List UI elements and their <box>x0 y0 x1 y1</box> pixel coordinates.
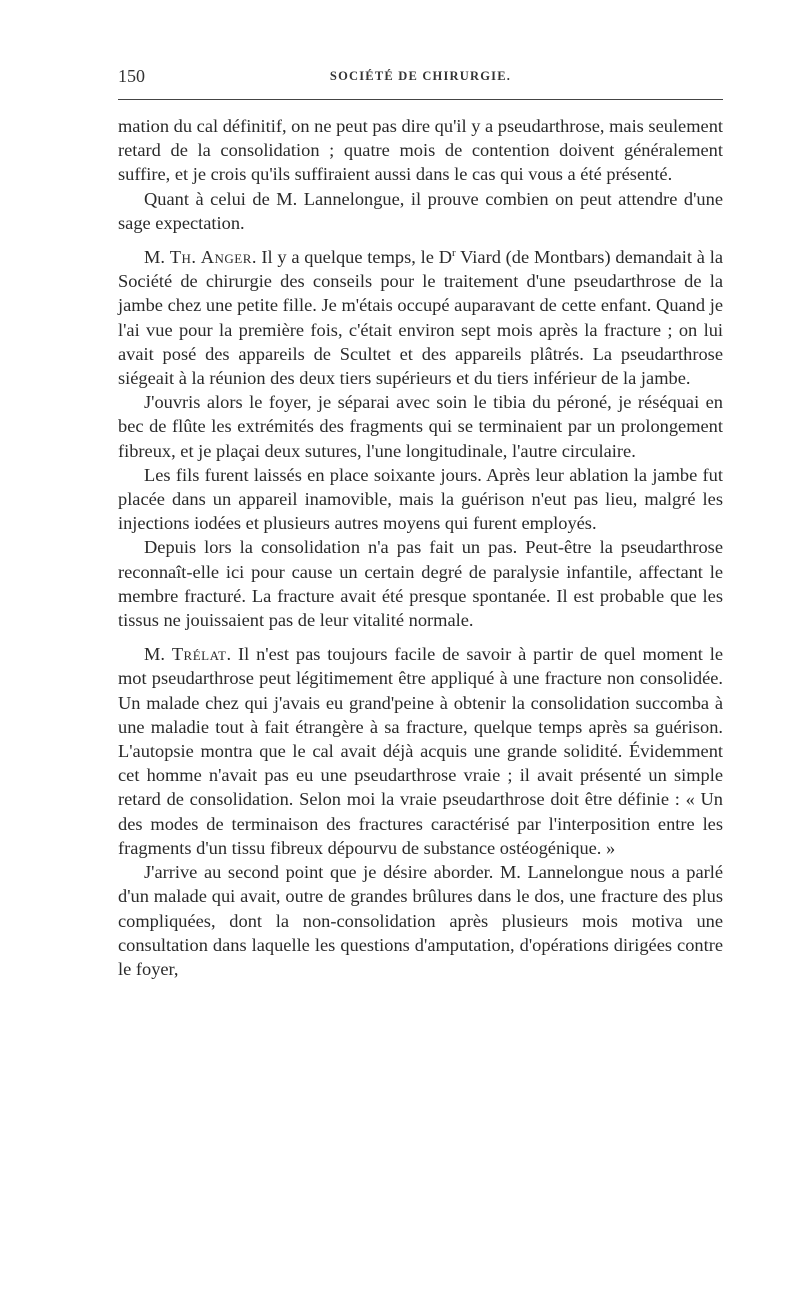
paragraph-4: J'ouvris alors le foyer, je séparai avec soin le tibia du péroné, je réséquai en bec de flûte les extrémités des fragments qui se terminaient par un prolongement fibreux, et je plaçai deux sutures, l'une longitudinale, l'autre circulaire. <box>118 392 723 461</box>
paragraph-8: J'arrive au second point que je désire aborder. M. Lannelongue nous a parlé d'un malade qui avait, outre de grandes brûlures dans le dos, une fracture des plus compliquées, dont la non-consolidation après plusieurs mois motiva une consultation dans laquelle les questions d'amputation, d'opérations dirigées contre le foyer, <box>118 862 723 979</box>
speaker-prefix: M. <box>144 644 172 665</box>
speaker-name-trelat: Trélat <box>171 644 227 665</box>
superscript-r: r <box>451 246 456 259</box>
paragraph-6: Depuis lors la consolidation n'a pas fait un pas. Peut-être la pseudarthrose reconnaît-elle ici pour cause un certain degré de paralysie infantile, affectant le membre fracturé. La fracture avait été presque spontanée. Il est probable que les tissus ne jouissaient pas de leur vitalité normale. <box>118 537 723 631</box>
paragraph-anger: M. Th. Anger. Il y a quelque temps, le $D^r$ Viard (de Montbars) demandait à la Société de chirurgie des conseils pour le traitement d'une pseudarthrose de la jambe chez une petite fille. Je m'étais occupé auparavant de cette enfant. Quand je l'ai vue pour la première fois, c'était environ sept mois après la fracture ; on lui avait posé des appareils de Scultet et des appareils plâtrés. La pseudarthrose siégeait à la réunion des deux tiers supérieurs et du tiers inférieur de la jambe. <box>118 246 723 389</box>
paragraph-1: mation du cal définitif, on ne peut pas dire qu'il y a pseudarthrose, mais seulement retard de la consolidation ; quatre mois de contention doivent généralement suffire, et je crois qu'ils suffiraient aussi dans le cas qui vous a été présenté. <box>118 116 723 185</box>
book-page <box>118 60 723 981</box>
page-header <box>118 60 723 90</box>
running-title: SOCIÉTÉ DE CHIRURGIE. <box>329 69 512 83</box>
speaker-prefix: M. <box>144 247 170 268</box>
paragraph-trelat: M. Trélat. Il n'est pas toujours facile de savoir à partir de quel moment le mot pseudarthrose peut légitimement être appliqué à une fracture non consolidée. Un malade chez qui j'avais eu grand'peine à obtenir la consolidation succomba à une maladie tout à fait étrangère à sa fracture, quelque temps après sa guérison. L'autopsie montra que le cal avait déjà acquis une grande solidité. Évidemment cet homme n'avait pas eu une pseudarthrose vraie ; il avait présenté un simple retard de consolidation. Selon moi la vraie pseudarthrose doit être définie : « Un des modes de terminaison des fractures caractérisé par l'interposition entre les fragments d'un tissu fibreux dépourvu de substance ostéogénique. » <box>118 644 723 858</box>
body-text <box>118 114 723 981</box>
header-rule <box>118 99 723 100</box>
speaker-name-anger: Th. Anger <box>169 247 252 268</box>
paragraph-2: Quant à celui de M. Lannelongue, il prouve combien on peut attendre d'une sage expectation. <box>118 188 723 233</box>
paragraph-5: Les fils furent laissés en place soixante jours. Après leur ablation la jambe fut placée dans un appareil inamovible, mais la guérison n'eut pas lieu, malgré les injections iodées et plusieurs autres moyens qui furent employés. <box>118 464 723 534</box>
page-number: 150 <box>118 66 145 86</box>
